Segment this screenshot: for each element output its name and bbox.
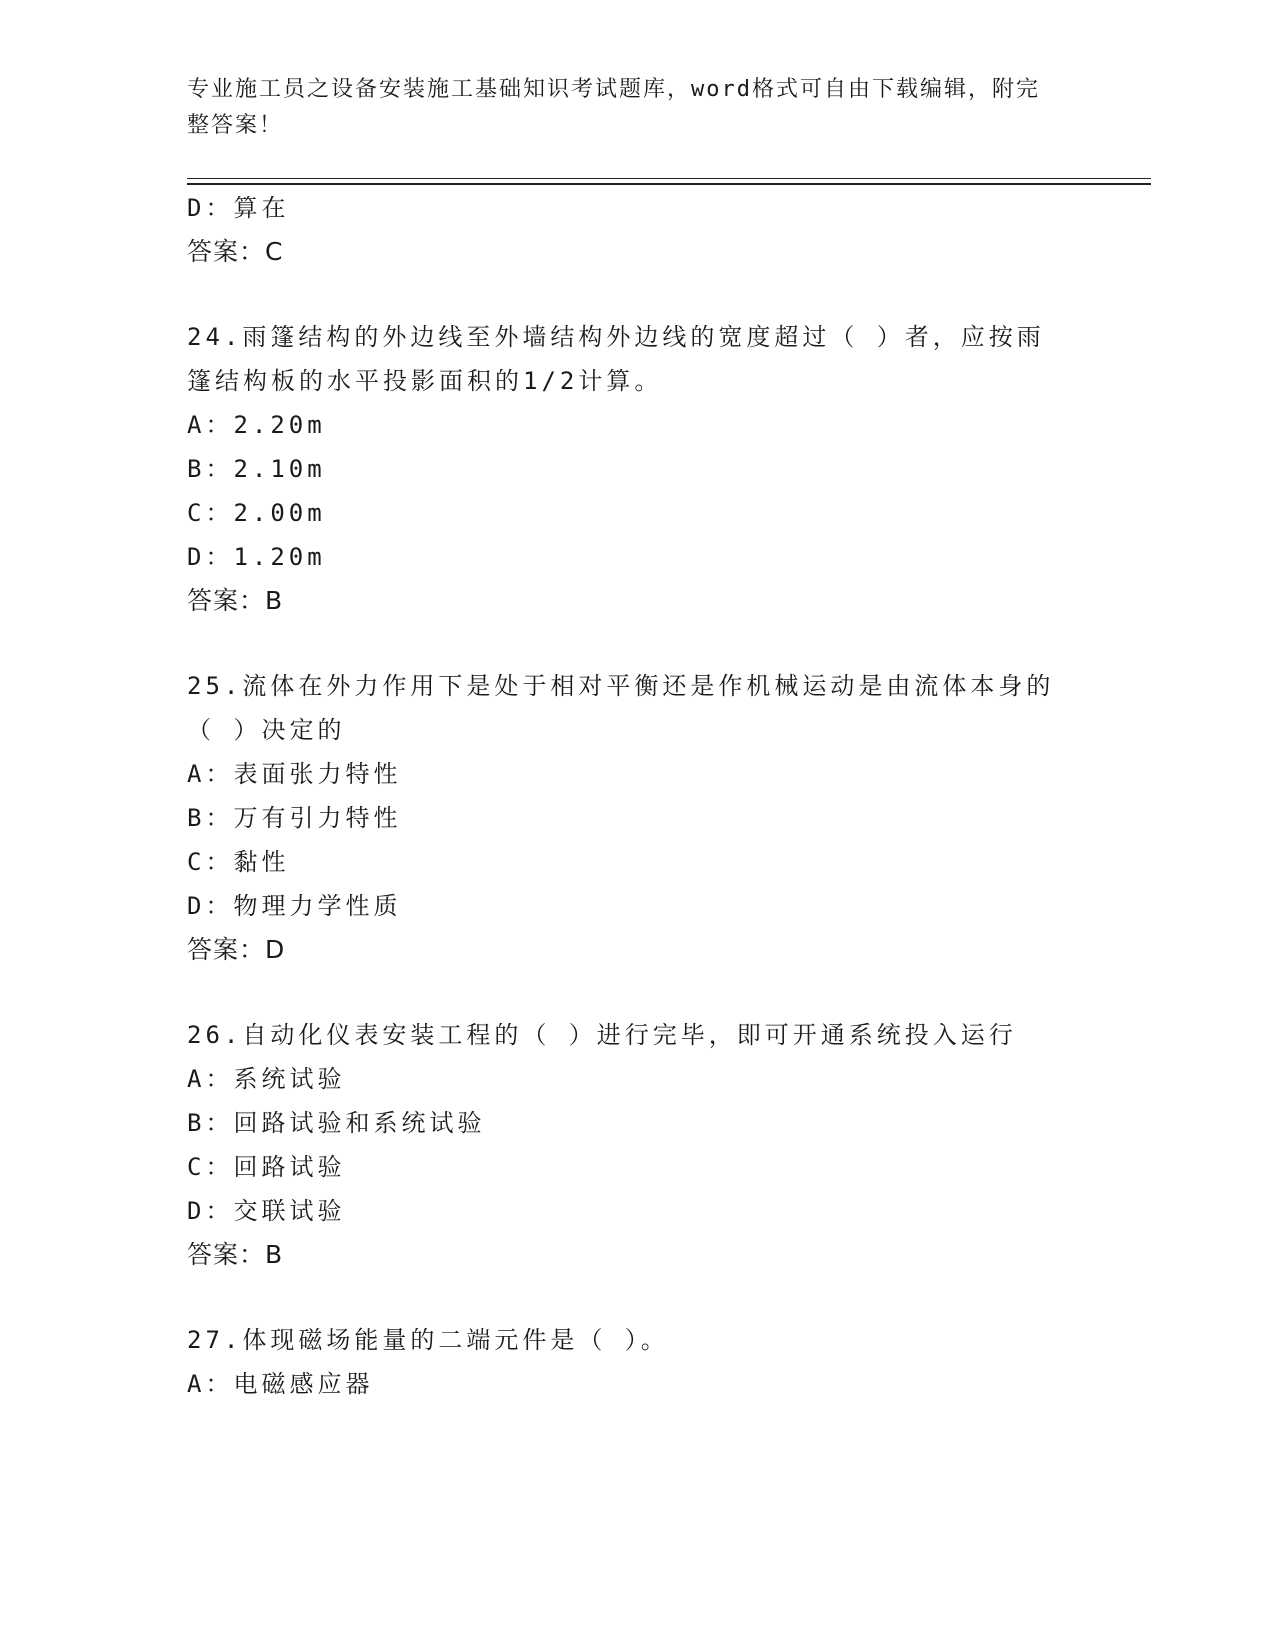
q26-option-c: C：回路试验 (187, 1153, 346, 1181)
prev-option-d: D：算在 (187, 194, 290, 222)
q25-option-d: D：物理力学性质 (187, 892, 402, 920)
header-line-2: 整答案！ (187, 113, 284, 138)
q25-text-line-2: （ ）决定的 (187, 716, 346, 744)
q24-option-d: D：1.20m (187, 543, 326, 571)
q25-text-line-1: 25.流体在外力作用下是处于相对平衡还是作机械运动是由流体本身的 (187, 672, 1055, 700)
q26-option-d: D：交联试验 (187, 1197, 346, 1225)
document-header (187, 72, 1087, 144)
q26-option-a: A：系统试验 (187, 1065, 346, 1093)
q27-text-line-1: 27.体现磁场能量的二端元件是（ ）。 (187, 1326, 669, 1354)
q26-text-line-1: 26.自动化仪表安装工程的（ ）进行完毕，即可开通系统投入运行 (187, 1021, 1017, 1049)
header-divider-bottom (187, 183, 1151, 185)
q25-option-b: B：万有引力特性 (187, 804, 402, 832)
q24-option-b: B：2.10m (187, 455, 326, 483)
q24-option-c: C：2.00m (187, 499, 326, 527)
q25-option-a: A：表面张力特性 (187, 760, 402, 788)
q27-option-a: A：电磁感应器 (187, 1370, 374, 1398)
q24-option-a: A：2.20m (187, 411, 326, 439)
prev-answer: 答案：C (187, 237, 284, 266)
q25-option-c: C：黏性 (187, 848, 290, 876)
q26-answer: 答案：B (187, 1240, 284, 1269)
q24-text-line-2: 篷结构板的水平投影面积的1/2计算。 (187, 367, 663, 395)
q26-option-b: B：回路试验和系统试验 (187, 1109, 486, 1137)
q24-text-line-1: 24.雨篷结构的外边线至外墙结构外边线的宽度超过（ ）者，应按雨 (187, 323, 1045, 351)
q24-answer: 答案：B (187, 586, 284, 615)
header-divider-top (187, 178, 1151, 179)
header-line-1: 专业施工员之设备安装施工基础知识考试题库，word格式可自由下载编辑，附完 (187, 77, 1040, 102)
q25-answer: 答案：D (187, 935, 286, 964)
